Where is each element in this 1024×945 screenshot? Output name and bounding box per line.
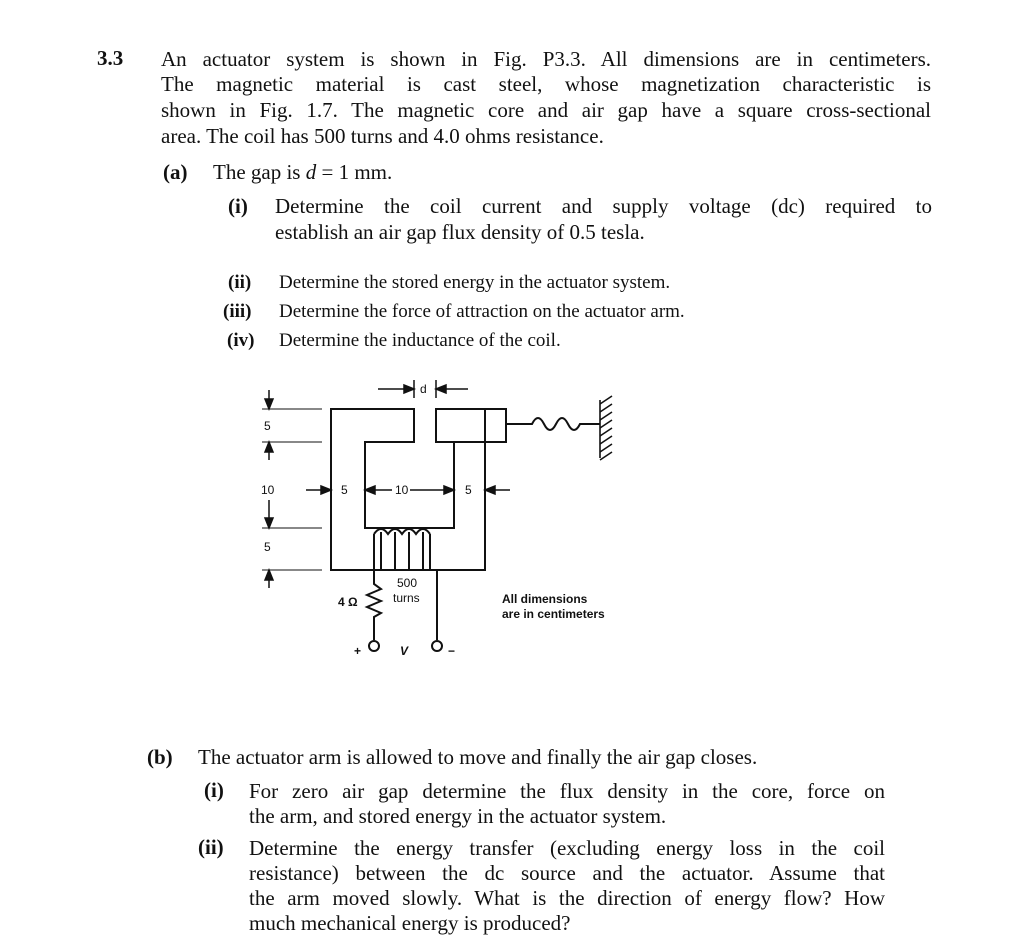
intro-line: area. The coil has 500 turns and 4.0 ohms resistance.: [161, 124, 604, 148]
part-b-text: The actuator arm is allowed to move and finally the air gap closes.: [198, 745, 758, 769]
gap-variable: d: [305, 160, 317, 184]
intro-line: shown in Fig. 1.7. The magnetic core and air gap have a square cross-sectional: [161, 98, 931, 122]
problem-number: 3.3: [97, 46, 124, 70]
part-b-label: (b): [147, 745, 173, 769]
gap-label: d: [420, 382, 427, 396]
turns-value: 500: [397, 576, 418, 590]
dim-mid-left: 5: [341, 483, 348, 497]
item-b-ii-line: Determine the energy transfer (excluding energy loss in the coil: [249, 836, 885, 860]
part-a-text-suffix: = 1 mm.: [316, 160, 393, 184]
item-a-i-line: establish an air gap flux density of 0.5 tesla.: [275, 220, 645, 244]
note-line-2: are in centimeters: [502, 607, 605, 621]
item-a-ii-line: Determine the stored energy in the actuator system.: [279, 272, 671, 293]
dim-left-mid: 10: [261, 483, 275, 497]
item-b-i-line: the arm, and stored energy in the actuator system.: [249, 804, 667, 828]
item-b-ii-line: resistance) between the dc source and the actuator. Assume that: [249, 861, 885, 885]
coil: [374, 529, 430, 570]
note-line-1: All dimensions: [502, 592, 588, 606]
intro-line: The magnetic material is cast steel, whose magnetization characteristic is: [161, 72, 931, 96]
dim-mid-right: 5: [465, 483, 472, 497]
turns-word: turns: [393, 591, 420, 605]
item-b-ii-line: much mechanical energy is produced?: [249, 911, 571, 935]
item-a-ii-label: (ii): [228, 272, 252, 293]
item-a-iii-line: Determine the force of attraction on the actuator arm.: [279, 301, 685, 322]
dim-left-top: 5: [264, 419, 271, 433]
item-b-ii-label: (ii): [198, 835, 224, 859]
actuator-arm: [436, 409, 506, 442]
item-a-i-line: Determine the coil current and supply voltage (dc) required to: [275, 194, 932, 218]
item-b-i-label: (i): [204, 778, 224, 802]
voltage-label: V: [400, 644, 409, 658]
dim-left-bottom: 5: [264, 540, 271, 554]
part-a-text-prefix: The gap is: [213, 160, 306, 184]
spring: [506, 418, 600, 430]
wall: [600, 396, 612, 460]
part-a-label: (a): [163, 160, 188, 184]
resistor: [367, 570, 381, 640]
terminal-plus: [369, 641, 379, 651]
plus-sign: +: [354, 644, 362, 658]
item-a-iii-label: (iii): [223, 301, 252, 322]
item-a-iv-label: (iv): [227, 330, 255, 351]
resistance-label: 4 Ω: [338, 595, 358, 609]
item-b-i-line: For zero air gap determine the flux density in the core, force on: [249, 779, 885, 803]
item-a-i-label: (i): [228, 194, 248, 218]
dim-mid-center: 10: [395, 483, 409, 497]
terminal-minus: [432, 641, 442, 651]
item-b-ii-line: the arm moved slowly. What is the direction of energy flow? How: [249, 886, 885, 910]
item-a-iv-line: Determine the inductance of the coil.: [279, 330, 561, 351]
intro-line: An actuator system is shown in Fig. P3.3. All dimensions are in centimeters.: [161, 47, 931, 71]
minus-sign: −: [448, 644, 456, 658]
